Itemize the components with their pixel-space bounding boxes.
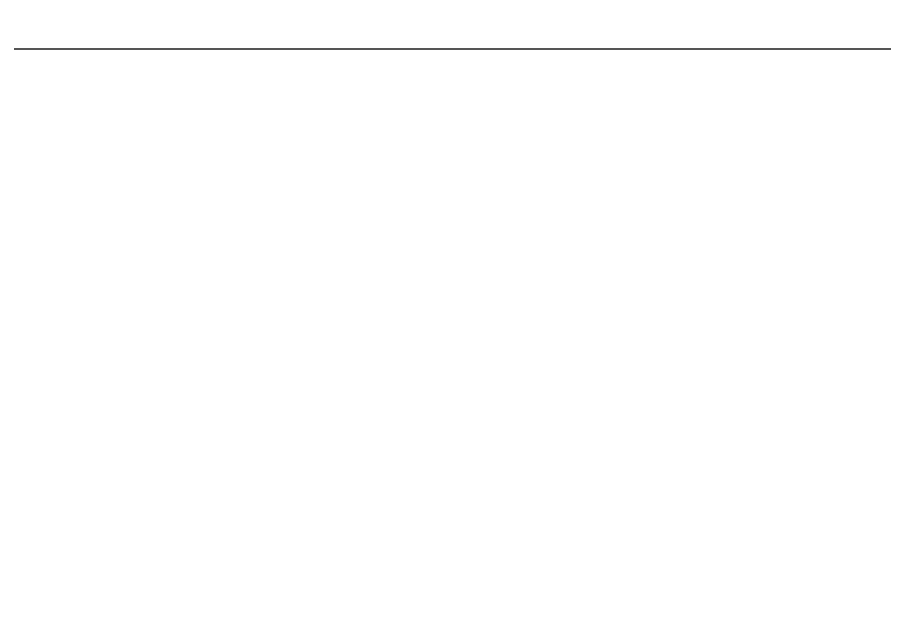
- column-header: [764, 49, 833, 50]
- table-header-row: [15, 49, 891, 50]
- column-header: [15, 49, 28, 50]
- column-header: [418, 49, 462, 50]
- column-header: [462, 49, 506, 50]
- column-header: [292, 49, 336, 50]
- column-header: [551, 49, 609, 50]
- column-header: [270, 49, 281, 50]
- column-header: [227, 49, 269, 50]
- data-table: [14, 48, 891, 626]
- column-header: [609, 49, 684, 50]
- column-header: [833, 49, 891, 50]
- column-header: [507, 49, 551, 50]
- column-header: [684, 49, 764, 50]
- column-header: [336, 49, 380, 50]
- column-header: [380, 49, 418, 50]
- column-header: [281, 49, 292, 50]
- column-header: [28, 49, 165, 50]
- column-header: [165, 49, 196, 50]
- column-header: [196, 49, 227, 50]
- table-body: [15, 50, 891, 626]
